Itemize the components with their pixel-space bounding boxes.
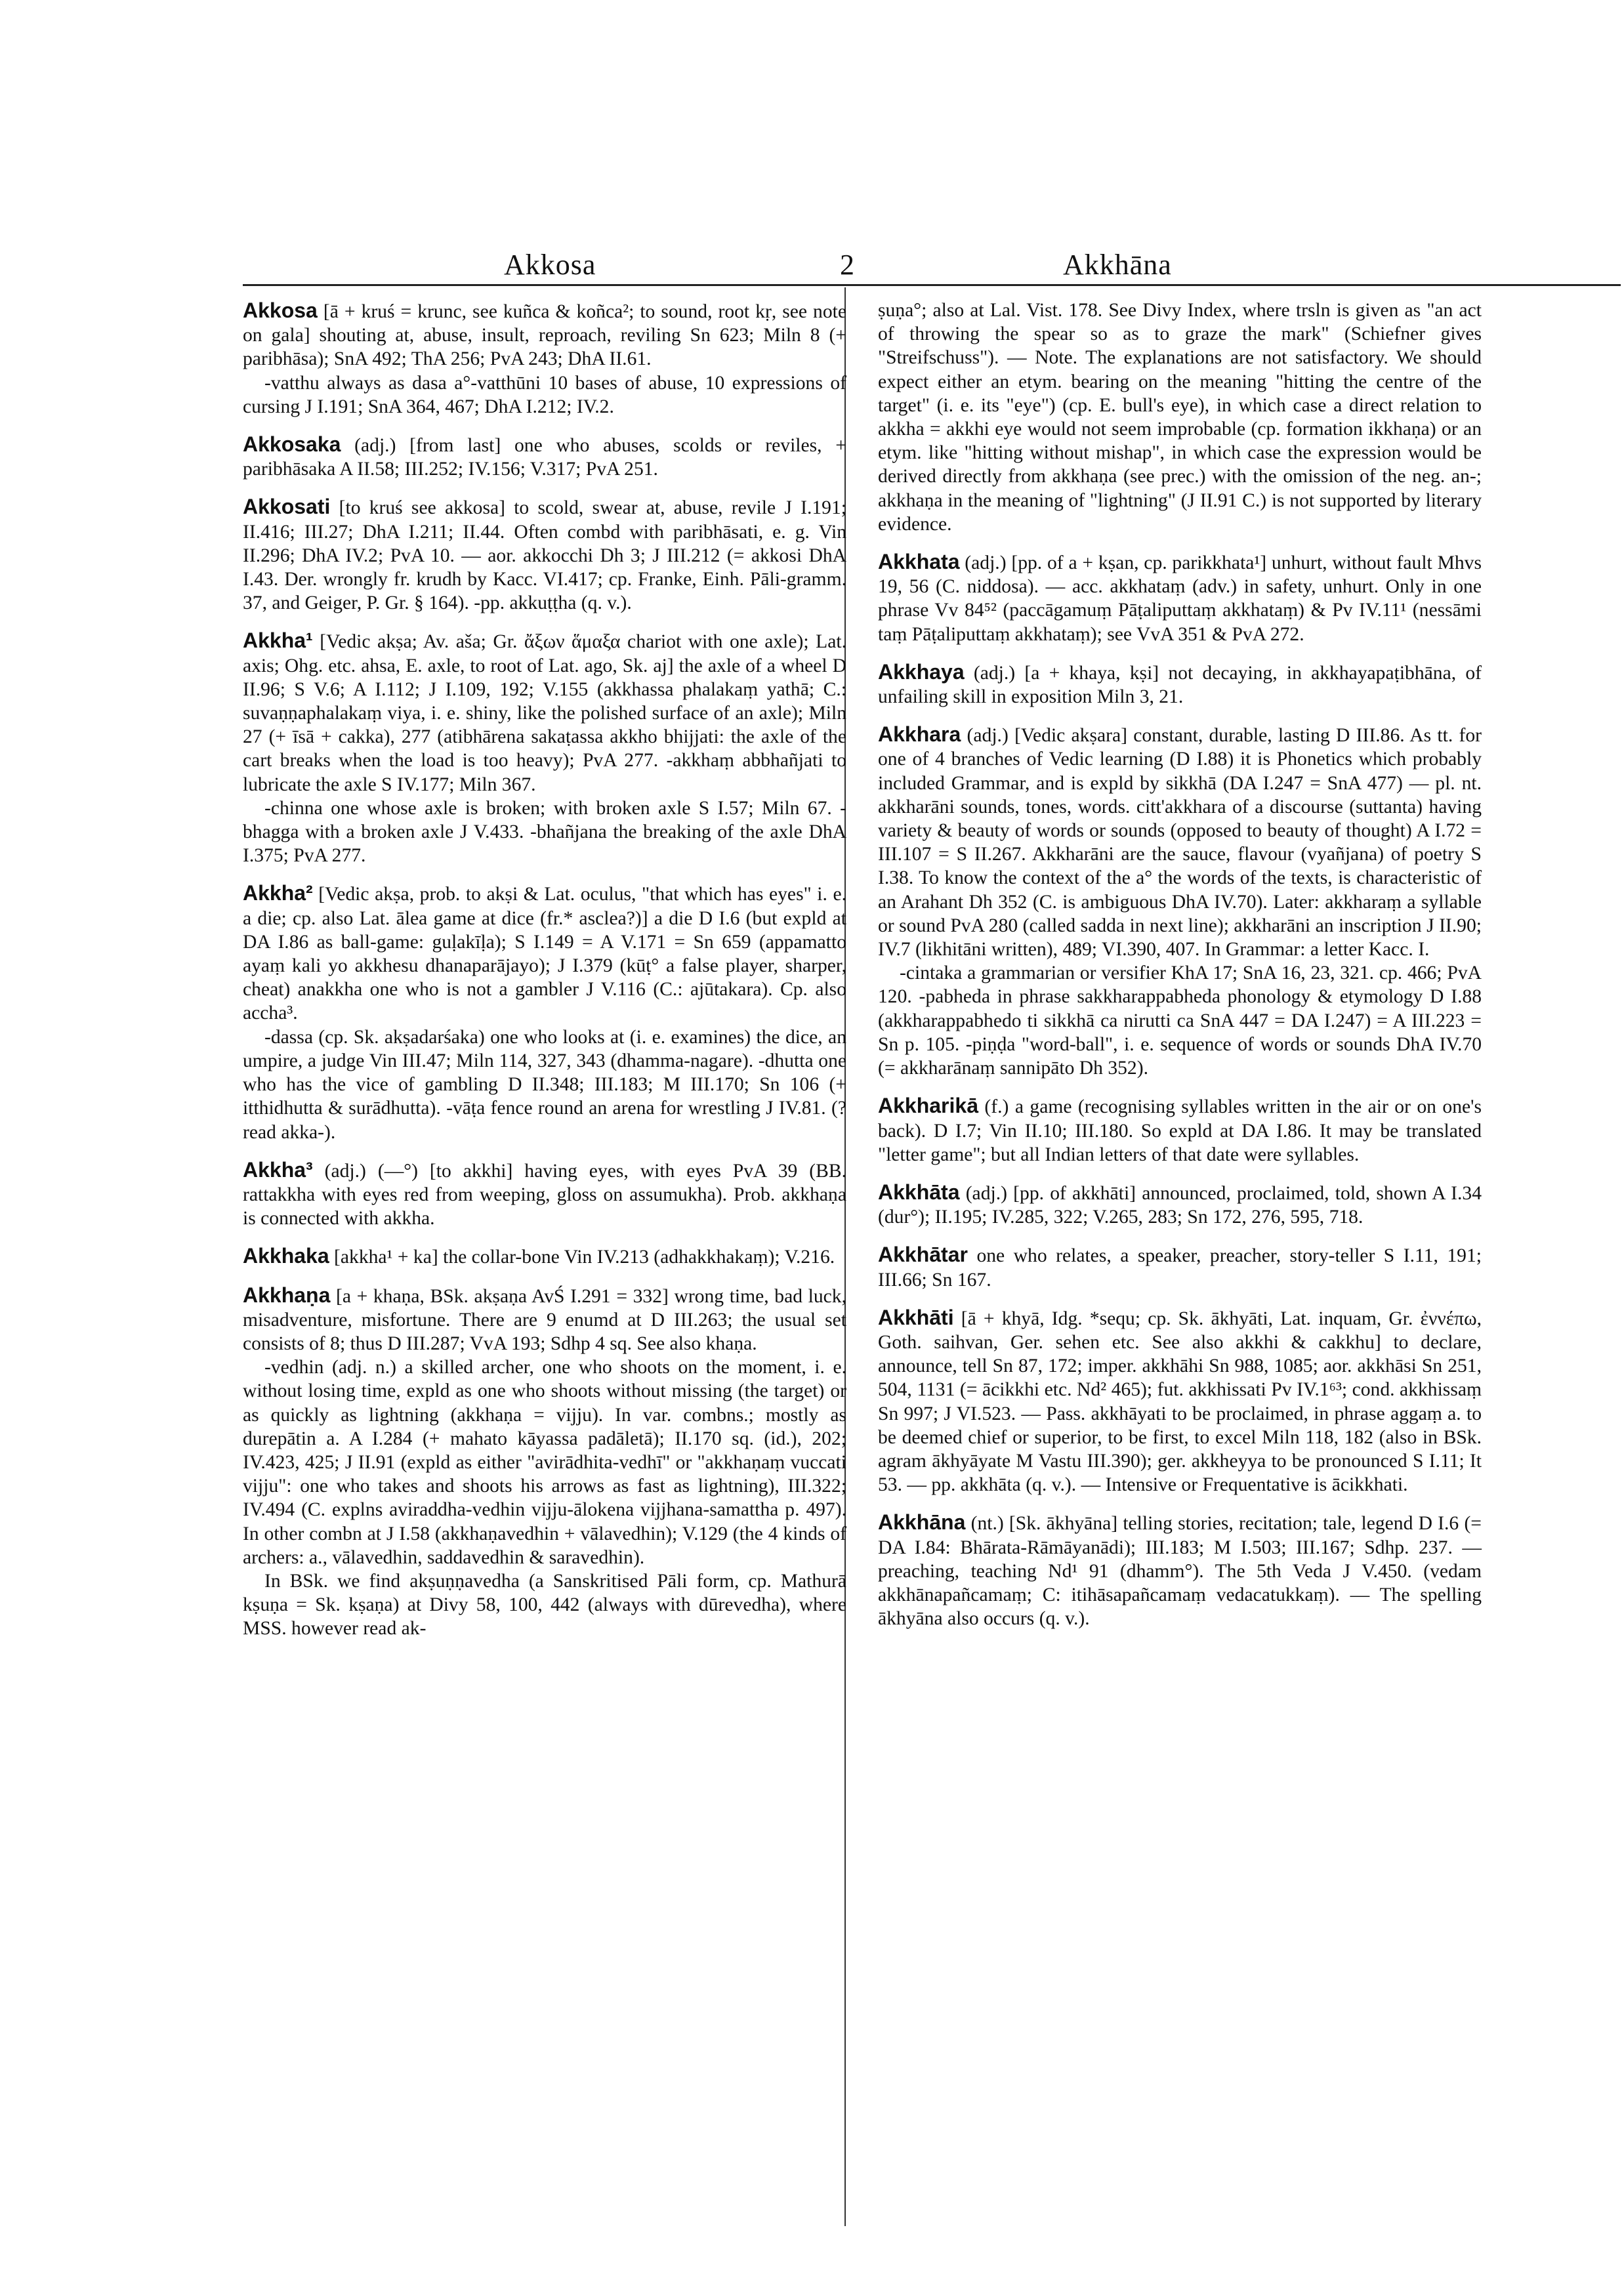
entry-subentry: [243, 796, 846, 868]
entry-headword: Akkharikā: [878, 1094, 978, 1118]
entry-definition: [243, 432, 846, 481]
entry-definition: [243, 1283, 846, 1356]
entry-subentry: [243, 371, 846, 419]
entry-text: [to kruś see akkosa] to scold, swear at, abuse, revile J I.191; II.416; III.27; DhA I.211; II.44. Often combd with paribhāsati, e. g. Vin II.296; DhA IV.2; PvA 10. — aor. akkocchi Dh 3; J III.212 (= akkosi DhA I.43. Der. wrongly fr. krudh by Kacc. VI.417; cp. Franke, Einh. Pāli-gramm. 37, and Geiger, P. Gr. § 164). -pp. akkuṭṭha (q. v.).: [243, 497, 846, 614]
entry-text: [akkha¹ + ka] the collar-bone Vin IV.213 (adhakkhakaṃ); V.216.: [329, 1247, 835, 1268]
entry-text: [Vedic akṣa; Av. aša; Gr. ἄξων ἅμαξα chariot with one axle); Lat. axis; Ohg. etc. ahsa, E. axle, to root of Lat. ago, Sk. aj] the axle of a wheel D II.96; S V.6; A I.112; J I.109, 192; V.155 (akkhassa phalakaṃ yathā; C.: suvaṇṇaphalakaṃ viya, i. e. shiny, like the polished surface of an axle); Miln 27 (+ īsā + cakka), 277 (atibhārena sakaṭassa akkho bhijjati: the axle of the cart breaks when the load is too heavy); PvA 277. -akkhaṃ abbhañjati to lubricate the axle S IV.177; Miln 367.: [243, 631, 846, 795]
entry-subentry: [878, 961, 1482, 1080]
entry-headword: Akkhāna: [878, 1510, 966, 1535]
entry-definition: [878, 1094, 1482, 1167]
dictionary-entry: [243, 299, 846, 419]
entry-headword: Akkhātar: [878, 1243, 968, 1267]
entry-headword: Akkhara: [878, 722, 961, 747]
dictionary-entry: [878, 1510, 1482, 1630]
entry-text: (adj.) (—°) [to akkhi] having eyes, with eyes PvA 39 (BB. rattakkha with eyes red from weeping, gloss on assumukha). Prob. akkhaṇa is connected with akkha.: [243, 1160, 846, 1230]
entry-text: [ā + kruś = krunc, see kuñca & koñca²; to sound, root kṛ, see note on gala] shouting at, abuse, insult, reproach, reviling Sn 623; Miln 8 (+ paribhāsa); SnA 492; ThA 256; PvA 243; DhA II.61.: [243, 301, 846, 370]
entry-headword: Akkhaya: [878, 659, 965, 684]
entry-definition: [243, 881, 846, 1025]
entry-headword: Akkhāta: [878, 1180, 960, 1204]
entry-headword: Akkhaṇa: [243, 1283, 331, 1307]
dictionary-entry: [243, 432, 846, 481]
entry-text: (adj.) [a + khaya, kṣi] not decaying, in akkhayapaṭibhāna, of unfailing skill in exposition Miln 3, 21.: [878, 662, 1482, 708]
entry-definition: [878, 1180, 1482, 1229]
entry-text: [a + khaṇa, BSk. akṣaṇa AvŚ I.291 = 332] wrong time, bad luck, misadventure, misfortune. There are 9 enumd at D III.263; the usual set consists of 8; thus D III.287; VvA 193; Sdhp 4 sq. See also khaṇa.: [243, 1285, 846, 1354]
dictionary-entry: [878, 660, 1482, 709]
dictionary-entry: [878, 1094, 1482, 1167]
entry-headword: Akkhata: [878, 550, 960, 574]
entry-definition: [878, 550, 1482, 646]
dictionary-entry: [878, 722, 1482, 1080]
right-column: [878, 299, 1482, 1644]
entry-definition: [878, 722, 1482, 961]
entry-definition: [878, 1243, 1482, 1291]
dictionary-entry: [243, 1158, 846, 1231]
entry-text: -vatthu always as dasa a°-vatthūni 10 bases of abuse, 10 expressions of cursing J I.191; SnA 364, 467; DhA I.212; IV.2.: [243, 372, 846, 417]
entry-text: -dassa (cp. Sk. akṣadarśaka) one who looks at (i. e. examines) the dice, an umpire, a judge Vin III.47; Miln 114, 327, 343 (dhamma-nagare). -dhutta one who has the vice of gambling D II.348; III.183; M III.170; Sn 106 (+ itthidhutta & surādhutta). -vāṭa fence round an arena for wrestling J IV.81. (? read akka-).: [243, 1026, 846, 1143]
dictionary-entry: [243, 881, 846, 1144]
entry-text: (nt.) [Sk. ākhyāna] telling stories, recitation; tale, legend D I.6 (= DA I.84: Bhārata-Rāmāyanādi); III.183; M I.503; III.167; Sdhp. 237. — preaching, teaching Nd¹ 91 (dhamm°). The 5th Veda J V.450. (vedam akkhānapañcamaṃ; C: itihāsapañcamaṃ vedacatukkaṃ). — The spelling ākhyāna also occurs (q. v.).: [878, 1513, 1482, 1630]
dictionary-entry: [243, 495, 846, 615]
entry-text: In BSk. we find akṣuṇṇavedha (a Sanskritised Pāli form, cp. Mathurā kṣuṇa = Sk. kṣaṇa) at Divy 58, 100, 442 (always with dūrevedha), where MSS. however read ak-: [243, 1570, 846, 1640]
continued-text: ṣuṇa°; also at Lal. Vist. 178. See Divy Index, where trsln is given as "an act of throwing the spear so as to graze the mark" (Schiefner gives "Streifschuss"). — Note. The explanations are not satisfactory. We should expect either an etym. bearing on the meaning "hitting the centre of the target" (i. e. its "eye") (cp. E. bull's eye), in which case a direct relation to akkha = akkhi eye would not seem improbable (cp. formation ikkhaṇa) or an etym. like "hitting without mishap", in which case the expression would be derived directly from akkhaṇa (see prec.) with the omission of the neg. an-; akkhaṇa in the meaning of "lightning" (J II.91 C.) is not supported by literary evidence.: [878, 300, 1482, 535]
dictionary-entry: [878, 1306, 1482, 1497]
entry-headword: Akkosaka: [243, 432, 341, 457]
entry-text: (adj.) [pp. of akkhāti] announced, proclaimed, told, shown A I.34 (dur°); II.195; IV.285, 322; V.265, 283; Sn 172, 276, 595, 718.: [878, 1182, 1482, 1228]
entry-text: [Vedic akṣa, prob. to akṣi & Lat. oculus, "that which has eyes" i. e. a die; cp. also Lat. ālea game at dice (fr.* asclea?)] a die D I.6 (but expld at DA I.86 as ball-game: guḷakīḷa); S I.149 = A V.171 = Sn 659 (appamatto ayaṃ kali yo akkhesu dhanaparājayo); J I.379 (kūṭ° a false player, sharper, cheat) anakkha one who is not a gambler J V.116 (C.: ajūtakara). Cp. also accha³.: [243, 884, 846, 1024]
entry-definition: [243, 299, 846, 371]
entry-definition: [243, 1158, 846, 1231]
entry-subentry: [243, 1025, 846, 1144]
entry-definition: [878, 1306, 1482, 1497]
dictionary-entry: [243, 629, 846, 867]
entry-definition: [878, 1510, 1482, 1630]
entry-text: -chinna one whose axle is broken; with broken axle S I.57; Miln 67. -bhagga with a broken axle J V.433. -bhañjana the breaking of the axle DhA I.375; PvA 277.: [243, 797, 846, 867]
entry-definition: [243, 1244, 846, 1269]
entry-definition: [243, 629, 846, 796]
entry-headword: Akkha¹: [243, 629, 313, 653]
entry-definition: [878, 660, 1482, 709]
dictionary-entry: [878, 1180, 1482, 1229]
entry-headword: Akkosa: [243, 299, 318, 322]
entry-text: (adj.) [Vedic akṣara] constant, durable, lasting D III.86. As tt. for one of 4 branches of Vedic learning (D I.88) it is Phonetics which probably included Grammar, and is expld by sikkhā (DA I.247 = SnA 477) — pl. nt. akkharāni sounds, tones, words. citt'akkhara of a discourse (suttanta) having variety & beauty of words or sounds (opposed to beauty of thought) A I.72 = III.107 = S II.267. Akkharāni are the sauce, flavour (vyañjana) of poetry S I.38. To know the context of the a° the words of the texts, is characteristic of an Arahant Dh 352 (C. is ambiguous DhA IV.70). Later: akkharaṃ a syllable or sound PvA 280 (called sadda in next line); akkharāni an inscription J II.90; IV.7 (likhitāni written), 489; VI.390, 407. In Grammar: a letter Kacc. I.: [878, 725, 1482, 961]
entry-headword: Akkosati: [243, 495, 331, 519]
entry-subentry: [243, 1355, 846, 1569]
entry-headword: Akkha²: [243, 881, 313, 905]
dictionary-entry: [878, 550, 1482, 646]
page-number: 2: [840, 249, 855, 281]
entry-text: -cintaka a grammarian or versifier KhA 17; SnA 16, 23, 321. cp. 466; PvA 120. -pabheda in phrase sakkharappabheda phonology & etymology D I.88 (akkharappabhedo ti sikkhā ca nirutti ca SnA 447 = DA I.247) = A III.223 = Sn p. 105. -piṇḍa "word-ball", i. e. sequence of words or sounds DhA IV.70 (= akkharānaṃ sannipāto Dh 352).: [878, 962, 1482, 1079]
dictionary-entry: [243, 1283, 846, 1641]
entry-text: (adj.) [from last] one who abuses, scolds or reviles, + paribhāsaka A II.58; III.252; IV.156; V.317; PvA 251.: [243, 435, 846, 480]
entry-text: [ā + khyā, Idg. *sequ; cp. Sk. ākhyāti, Lat. inquam, Gr. ἐννέπω, Goth. saihvan, Ger. sehen etc. See also akkhi & cakkhu] to declare, announce, tell Sn 87, 172; imper. akkhāhi Sn 988, 1085; aor. akkhāsi Sn 251, 504, 1131 (= ācikkhi etc. Nd² 465); fut. akkhissati Pv IV.1⁶³; cond. akkhissaṃ Sn 997; J VI.523. — Pass. akkhāyati to be proclaimed, in phrase aggaṃ a. to be deemed chief or superior, to be first, to excel Miln 118, 182 (also in BSk. agram ākhyāyate M Vastu III.390); ger. akkheyya to be pronounced S I.11; It 53. — pp. akkhāta (q. v.). — Intensive or Frequentative is ācikkhati.: [878, 1308, 1482, 1496]
left-column: [243, 299, 846, 1655]
header-rule: [243, 284, 1621, 286]
entry-subentry: [243, 1569, 846, 1641]
entry-text: (f.) a game (recognising syllables written in the air or on one's back). D I.7; Vin II.10; III.180. So expld at DA I.86. It may be translated "letter game"; but all Indian letters of that date were syllables.: [878, 1096, 1482, 1165]
dictionary-entry: [878, 1243, 1482, 1291]
entry-text: -vedhin (adj. n.) a skilled archer, one who shoots on the moment, i. e. without losing time, expld as one who shoots without missing (the target) or as quickly as lightning (akkhaṇa = vijju). In var. combns.; mostly as durepātin a. A I.284 (+ mahato kāyassa padāletā); II.170 sq. (id.), 202; IV.423, 425; J II.91 (expld as either "avirādhita-vedhī" or "akkhaṇaṃ vuccati vijju": one who takes and shoots his arrows as fast as lightning), III.322; IV.494 (C. explns aviraddha-vedhin vijju-ālokena vijjhana-samattha p. 497). In other combn at J I.58 (akkhaṇavedhin + vālavedhin); V.129 (the 4 kinds of archers: a., vālavedhin, saddavedhin & saravedhin).: [243, 1357, 846, 1568]
running-head-right: Akkhāna: [1063, 249, 1172, 281]
entry-headword: Akkhāti: [878, 1305, 954, 1329]
entry-definition: [243, 495, 846, 615]
entry-text: one who relates, a speaker, preacher, story-teller S I.11, 191; III.66; Sn 167.: [878, 1245, 1482, 1291]
entry-headword: Akkha³: [243, 1157, 313, 1182]
entry-headword: Akkhaka: [243, 1244, 329, 1268]
dictionary-entry: [243, 1244, 846, 1269]
entry-text: (adj.) [pp. of a + kṣan, cp. parikkhata¹] unhurt, without fault Mhvs 19, 56 (C. niddosa). — acc. akkhataṃ (adv.) in safety, unhurt. Only in one phrase Vv 84⁵² (paccāgamuṃ Pāṭaliputtaṃ akkhataṃ) & Pv IV.11¹ (nessāmi taṃ Pāṭaliputtaṃ akkhataṃ); see VvA 351 & PvA 272.: [878, 552, 1482, 645]
running-head-left: Akkosa: [504, 249, 596, 281]
